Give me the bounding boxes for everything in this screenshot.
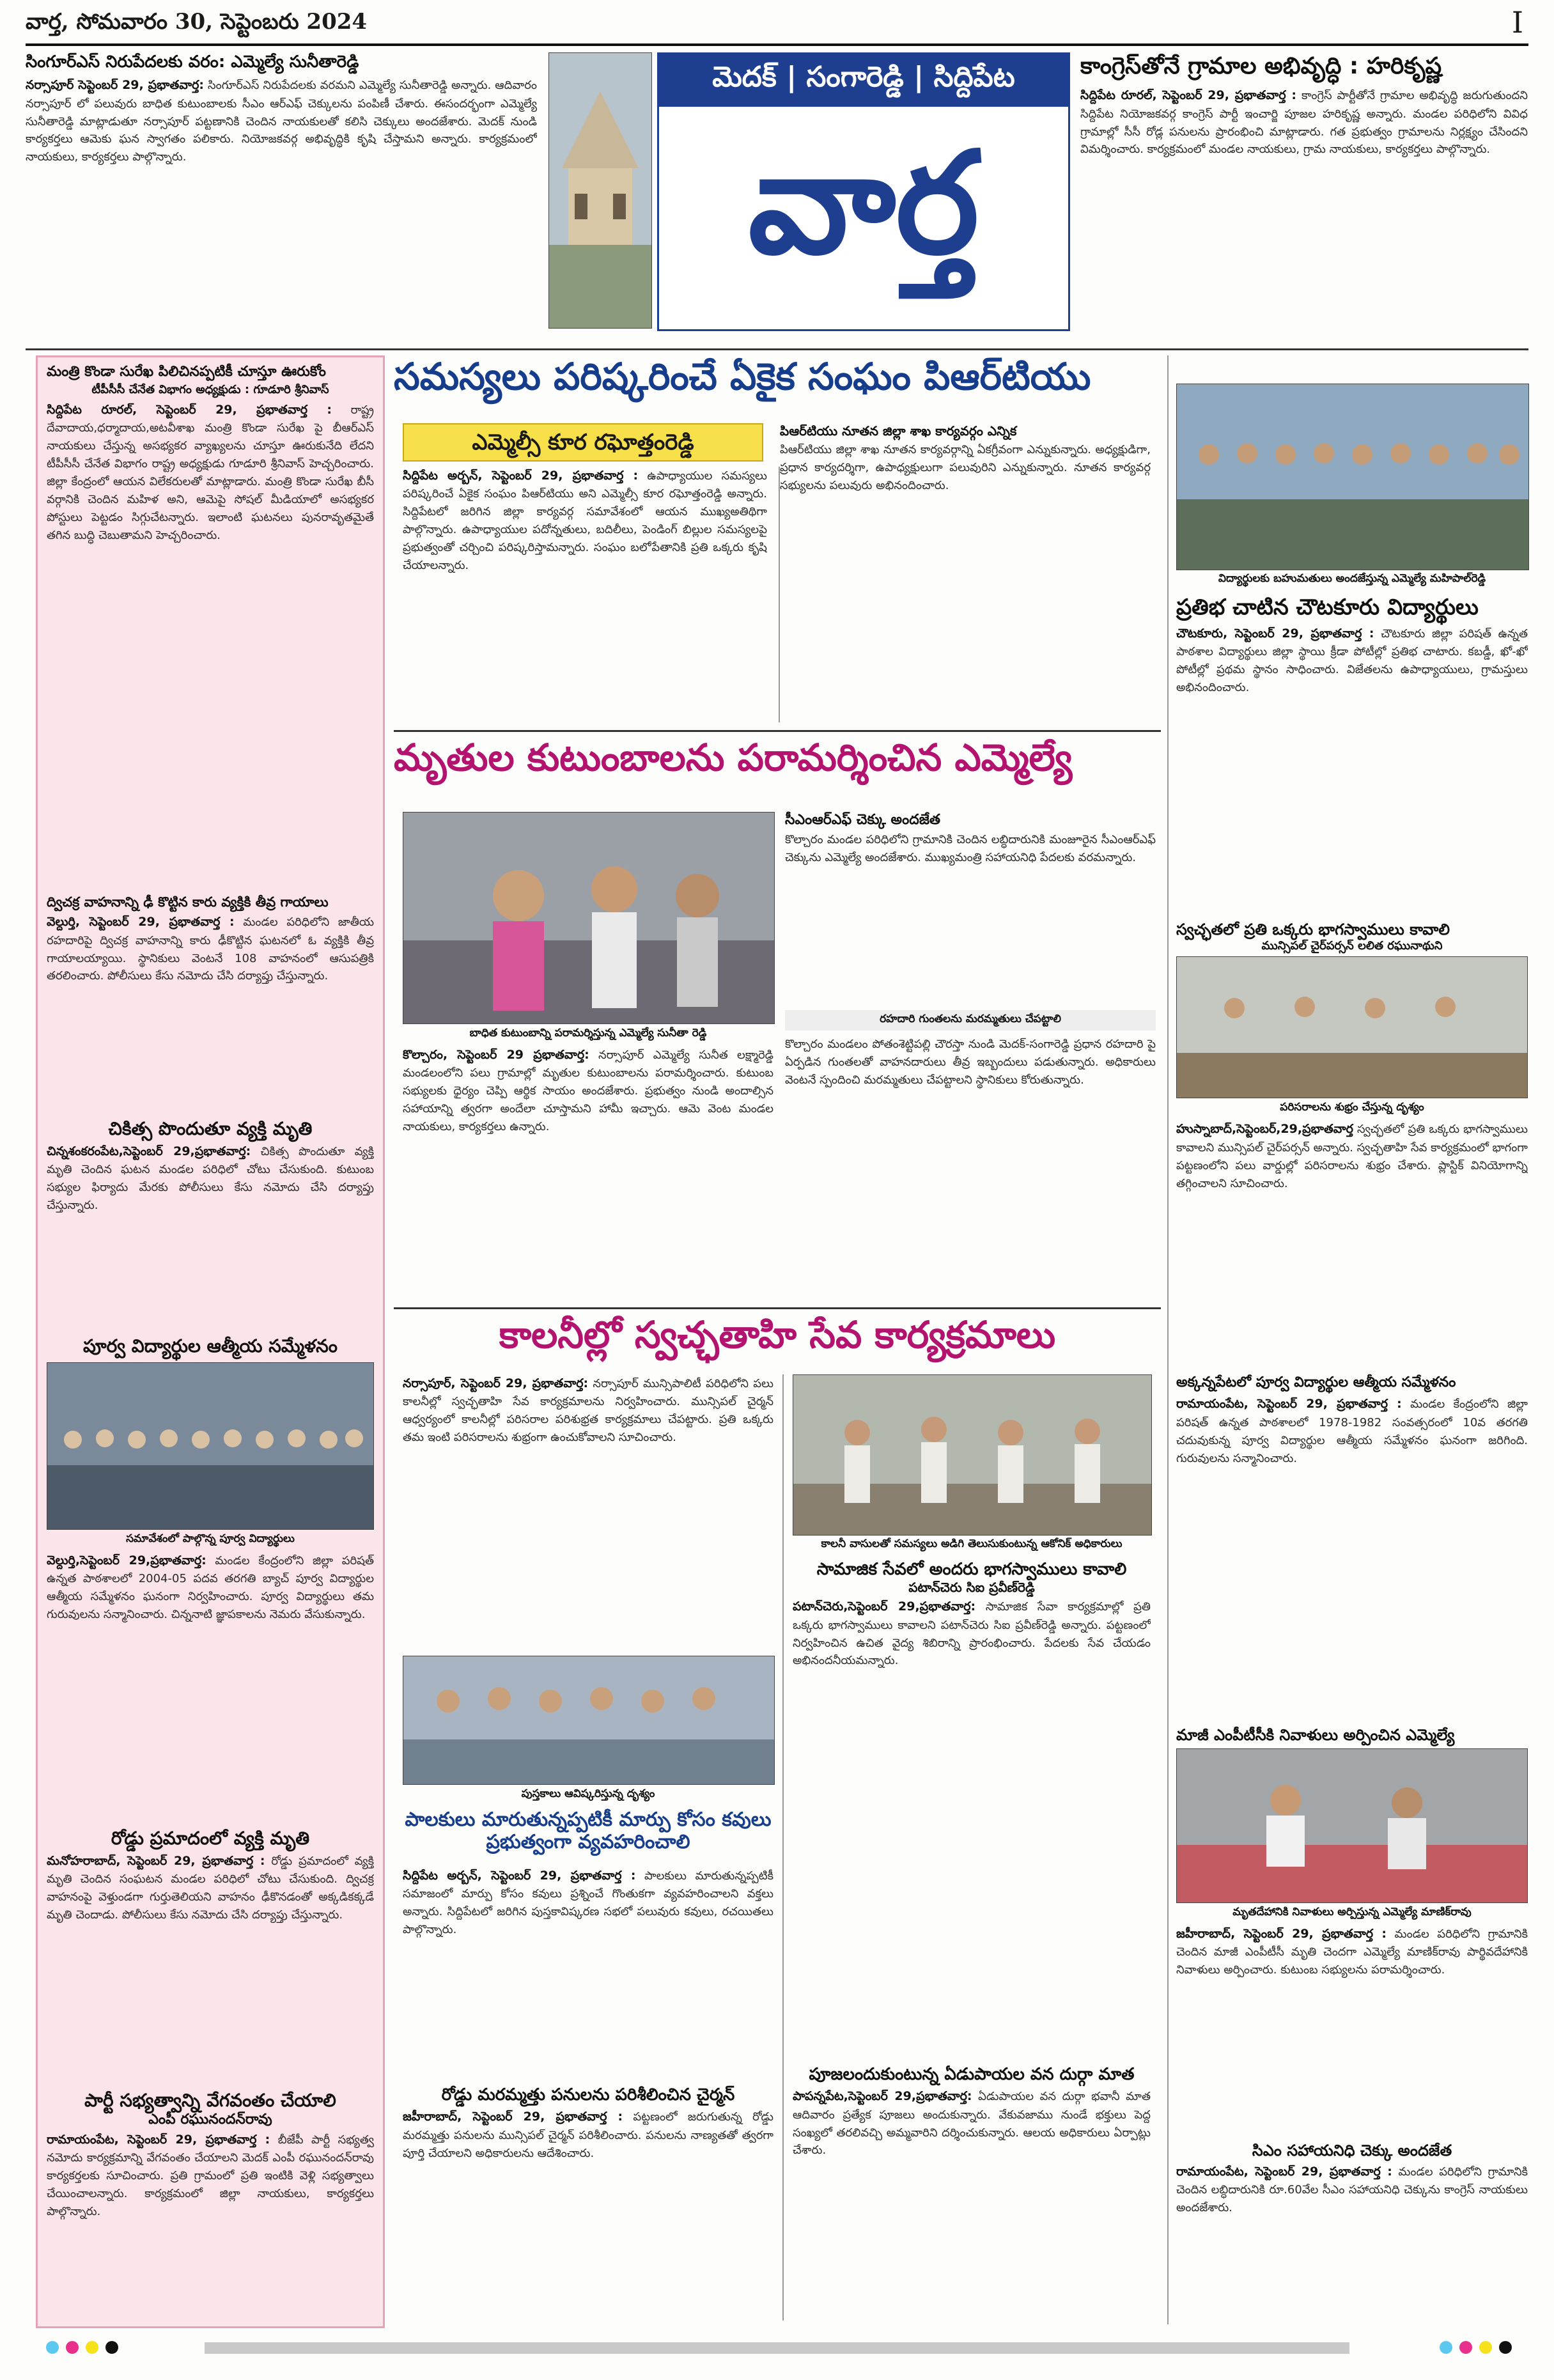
body-text: నర్సాపూర్ ఎమ్మెల్యే సునీత లక్ష్మారెడ్డి మండలంలోని పలు గ్రామాల్లో మృతుల కుటుంబాలను పరామర్శించారు. కుటుంబ సభ్యులకు ధైర్యం చెప్పి ఆర్థిక సాయం అందజేశారు. ప్రభుత్వం నుండి అందాల్సిన సహాయాన్ని త్వరగా అందేలా చూస్తామని హామీ ఇచ్చారు. ఆమె వెంట మండల నాయకులు, కార్యకర్తలు ఉన్నారు. (403, 1048, 773, 1134)
poets-body (403, 1867, 773, 2078)
dateline: వెల్దుర్తి, సెప్టెంబర్ 29, ప్రభాతవార్త : (47, 915, 235, 929)
dateline: జహీరాబాద్, సెప్టెంబర్ 29, ప్రభాతవార్త : (1176, 1926, 1387, 1941)
cleanliness-story (1176, 921, 1528, 1368)
story-body (403, 1374, 773, 1649)
masthead-date-line: వార్త, సోమవారం 30, సెప్టెంబరు 2024 (26, 9, 368, 35)
reg-dot (1479, 2341, 1492, 2354)
issue-date: సోమవారం 30, సెప్టెంబరు 2024 (76, 9, 368, 35)
reg-dot (1440, 2341, 1452, 2354)
akkannapet-alumni-story (1176, 1374, 1528, 1720)
body-text: పాలకులు మారుతున్నప్పటికీ సమాజంలో మార్పు కోసం కవులు ప్రశ్నించే గొంతుకగా వ్యవహరించాలని వక్తలు అన్నారు. సిద్దిపేటలో జరిగిన పుస్తకావిష్కరణ సభలో పలువురు కవులు, రచయితలు పాల్గొన్నారు. (403, 1869, 773, 1937)
headline: మంత్రి కొండా సురేఖ పిలిచినప్పటికీ చూస్తూ ఊరుకోం (47, 364, 326, 380)
subhead: మున్సిపల్ చైర్‌పర్సన్ లలిత రఘునాథుని (1261, 938, 1443, 953)
temple-photo (548, 52, 652, 329)
story-accident (47, 894, 374, 1112)
dateline: కొల్చారం, సెప్టెంబర్ 29 ప్రభాతవార్త: (403, 1048, 589, 1062)
story-body (403, 467, 767, 722)
headline: అక్కన్నపేటలో పూర్వ విద్యార్థుల ఆత్మీయ సమ్మేళనం (1176, 1374, 1456, 1390)
headline: పార్టీ సభ్యత్వాన్ని వేగవంతం చేయాలి (84, 2090, 336, 2111)
photo-caption: మృతదేహానికి నివాళులు అర్పిస్తున్న ఎమ్మెల్యే మాణిక్‌రావు (1232, 1905, 1472, 1918)
headline: కాంగ్రెస్‌తోనే గ్రామాల అభివృద్ధి : హరికృష్ణ (1080, 53, 1442, 79)
swachhata-body (403, 1374, 773, 1649)
column-rule (1167, 355, 1169, 2324)
story-body (26, 76, 537, 332)
body-text: కాంగ్రెస్ పార్టీతోనే గ్రామాల అభివృద్ధి జరుగుతుందని సిద్దిపేట నియోజకవర్గ కాంగ్రెస్ పార్టీ ఇంచార్జి పూజల హరికృష్ణ అన్నారు. మండల పరిధిలోని వివిధ గ్రామాల్లో సీసీ రోడ్ల పనులను ప్రారంభించి మాట్లాడారు. గత ప్రభుత్వం గ్రామాలను నిర్లక్ష్యం చేసిందని విమర్శించారు. కార్యక్రమంలో మండల నాయకులు, గ్రామ నాయకులు, కార్యకర్తలు పాల్గొన్నారు. (1080, 89, 1528, 157)
headline: ప్రతిభ చాటిన చౌటకూరు విద్యార్థులు (1176, 595, 1479, 620)
dateline: సిద్దిపేట రూరల్, సెప్టెంబర్ 29, ప్రభాతవార్త : (47, 402, 332, 417)
headline: సీఎంఆర్‌ఎఫ్ చెక్కు అందజేత (785, 812, 941, 828)
body-text: కొల్చారం మండల పరిధిలోని గ్రామానికి చెందిన లబ్ధిదారునికి మంజూరైన సీఎంఆర్‌ఎఫ్ చెక్కును ఎమ్మెల్యే అందజేశారు. ముఖ్యమంత్రి సహాయనిధి పేదలకు వరమన్నారు. (785, 833, 1156, 865)
dateline: హుస్నాబాద్,సెప్టెంబర్,29,ప్రభాతవార్త (1176, 1122, 1353, 1137)
story-body (403, 2108, 773, 2312)
story-body (1176, 1395, 1528, 1708)
column-rule (782, 1374, 784, 2321)
masthead-rule (26, 43, 1528, 46)
headline: సామాజిక సేవలో అందరు భాగస్వాములు కావాలి (816, 1560, 1127, 1579)
section-rule (26, 348, 1528, 350)
story-body (47, 1142, 374, 1315)
column-rule (779, 467, 780, 722)
dateline: సిద్దిపేట రూరల్, సెప్టెంబర్ 29, ప్రభాతవార్త : (1080, 88, 1297, 103)
story-body (403, 1867, 773, 2078)
color-registration-right (1440, 2341, 1516, 2356)
condolence-photo (403, 812, 775, 1024)
body-text: మండల పరిధిలోని గ్రామానికి చెందిన లబ్ధిదారునికి రూ.60వేల సీఎం సహాయనిధి చెక్కును కాంగ్రెస్ నాయకులు అందజేశారు. (1176, 2165, 1528, 2215)
lead-story (394, 355, 1161, 398)
students-caption: విద్యార్థులకు బహుమతులు అందజేస్తున్న ఎమ్మెల్యే మహిపాల్‌రెడ్డి (1218, 572, 1486, 585)
lead-body-col1 (403, 467, 767, 722)
headline: చికిత్స పొందుతూ వ్యక్తి మృతి (108, 1118, 313, 1139)
story-body (47, 401, 374, 861)
dateline: సిద్దిపేట అర్బన్, సెప్టెంబర్ 29, ప్రభాతవార్త : (403, 1869, 636, 1883)
dateline: సిద్దిపేట అర్బన్, సెప్టెంబర్ 29, ప్రభాతవార్త : (403, 469, 639, 483)
story-alumni (47, 1335, 374, 1821)
chowtakur-story (1176, 595, 1528, 914)
dateline: చిన్నశంకరంపేట,సెప్టెంబర్ 29,ప్రభాతవార్త: (47, 1144, 251, 1158)
condolence-headline: మృతుల కుటుంబాలను పరామర్శించిన ఎమ్మెల్యే (394, 736, 1073, 779)
section-rule (394, 730, 1161, 732)
body-text: చౌటకూరు జిల్లా పరిషత్ ఉన్నత పాఠశాల విద్యార్థులు జిల్లా స్థాయి క్రీడా పోటీల్లో ప్రతిభ చాటారు. కబడ్డీ, ఖో-ఖో పోటీల్లో ప్రథమ స్థానం సాధించారు. విజేతలను ఉపాధ్యాయులు, గ్రామస్తులు అభినందించారు. (1176, 626, 1528, 695)
reg-dot (46, 2341, 59, 2354)
top-right-story (1080, 52, 1528, 346)
lead-body-col2 (780, 423, 1151, 722)
body-text: మండల కేంద్రంలోని జిల్లా పరిషత్ ఉన్నత పాఠశాలలో 1978-1982 సంవత్సరంలో 10వ తరగతి చదువుకున్న పూర్వ విద్యార్థుల ఆత్మీయ సమ్మేళనం ఘనంగా జరిగింది. గురువులను సన్మానించారు. (1176, 1397, 1528, 1465)
story-body (793, 1598, 1151, 1853)
photo-caption: పరిసరాలను శుభ్రం చేస్తున్న దృశ్యం (1280, 1101, 1424, 1114)
reg-dot (1459, 2341, 1472, 2354)
body-text: సామాజిక సేవా కార్యక్రమాల్లో ప్రతి ఒక్కరు భాగస్వాములు కావాలని పటాన్‌చెరు సిఐ ప్రవీణ్‌రెడ్డి అన్నారు. పట్టణంలో నిర్వహించిన ఉచిత వైద్య శిబిరాన్ని ప్రారంభించారు. పేదలకు సేవ చేయడం అభినందనీయమన్నారు. (793, 1600, 1151, 1668)
tribute-photo (1176, 1748, 1528, 1903)
reg-dot (105, 2341, 118, 2354)
body-text: ఉపాధ్యాయుల సమస్యలు పరిష్కరించే ఏకైక సంఘం పిఆర్‌టియు అని ఎమ్మెల్సీ కూర రఘోత్తంరెడ్డి అన్నారు. సిద్దిపేటలో జరిగిన జిల్లా కార్యవర్గ సమావేశంలో ఆయన ముఖ్యఅతిథిగా పాల్గొన్నారు. ఉపాధ్యాయుల పదోన్నతులు, బదిలీలు, పెండింగ్ బిల్లుల సమస్యలపై ప్రభుత్వంతో చర్చించి పరిష్కరిస్తామన్నారు. సంఘం బలోపేతానికి ప్రతి ఒక్కరు కృషి చేయాలన్నారు. (403, 469, 767, 572)
cmrf-story (785, 812, 1156, 1004)
body-text: మండల పరిధిలోని గ్రామానికి చెందిన మాజీ ఎంపీటీసీ మృతి చెందగా ఎమ్మెల్యే మాణిక్‌రావు పార్థివదేహానికి నివాళులు అర్పించారు. కుటుంబ సభ్యులను పరామర్శించారు. (1176, 1927, 1528, 1977)
story-body (793, 2087, 1151, 2311)
swachhata-headline: కాలనీల్లో స్వచ్ఛతాహి సేవ కార్యక్రమాలు (499, 1313, 1056, 1357)
dateline: రామాయంపేట, సెప్టెంబర్ 29, ప్రభాతవార్త : (1176, 2164, 1392, 2179)
cleanliness-photo (1176, 956, 1528, 1098)
headline: సింగూర్‌ఎస్ నిరుపేదలకు వరం: ఎమ్మెల్యే సునీతారెడ్డి (26, 52, 359, 72)
colony-photo (793, 1374, 1152, 1536)
lead-banner: ఎమ్మెల్సీ కూర రఘోత్తంరెడ్డి (403, 423, 763, 462)
body-text: పిఆర్‌టియు జిల్లా శాఖ నూతన కార్యవర్గాన్ని ఏకగ్రీవంగా ఎన్నుకున్నారు. అధ్యక్షుడిగా, ప్రధాన కార్యదర్శిగా, ఉపాధ్యక్షులుగా పలువురిని ఎన్నుకున్నారు. నూతన కార్యవర్గ సభ్యులను పలువురు అభినందించారు. (780, 443, 1151, 492)
body-text: మండల కేంద్రంలోని జిల్లా పరిషత్ ఉన్నత పాఠశాలలో 2004-05 పదవ తరగతి బ్యాచ్ పూర్వ విద్యార్థుల ఆత్మీయ సమ్మేళనం ఘనంగా నిర్వహించారు. పూర్వ విద్యార్థులు తమ గురువులను సన్మానించారు. చిన్ననాటి జ్ఞాపకాలను నెమరు వేసుకున్నారు. (47, 1553, 374, 1621)
headline: ద్విచక్ర వాహనాన్ని ఢీ కొట్టిన కారు వ్యక్తికి తీవ్ర గాయాలు (47, 894, 329, 910)
body-text: కొల్చారం మండలం పోతంశెట్టిపల్లి చౌరస్తా నుండి మెదక్-సంగారెడ్డి ప్రధాన రహదారి పై ఏర్పడిన గుంతలతో వాహనదారులు తీవ్ర ఇబ్బందులు పడుతున్నారు. అధికారులు వెంటనే స్పందించి మరమ్మతులు చేపట్టాలని స్థానికులు కోరుతున్నారు. (785, 1038, 1156, 1087)
colony-caption: కాలనీ వాసులతో సమస్యలు అడిగి తెలుసుకుంటున్న ఆకోనిక్ అధికారులు (821, 1537, 1123, 1550)
condolence-caption: బాధిత కుటుంబాన్ని పరామర్శిస్తున్న ఎమ్మెల్యే సునీతా రెడ్డి (469, 1027, 707, 1039)
story-body (47, 913, 374, 1092)
story-body (47, 1852, 374, 2069)
body-text: బీజేపీ పార్టీ సభ్యత్వ నమోదు కార్యక్రమాన్ని వేగవంతం చేయాలని మెదక్ ఎంపీ రఘునందన్‌రావు కార్యకర్తలకు సూచించారు. ప్రతి గ్రామంలో ప్రతి ఇంటికి వెళ్లి సభ్యత్వాలు చేయించాలన్నారు. కార్యక్రమంలో జిల్లా నాయకులు, కార్యకర్తలు పాల్గొన్నారు. (47, 2133, 374, 2219)
subhead: పటాన్‌చెరు సిఐ ప్రవీణ్‌రెడ్డి (908, 1580, 1035, 1596)
cmrf-right-story (1176, 2142, 1528, 2321)
logo-regions: మెదక్ | సంగారెడ్డి | సిద్దిపేట (659, 54, 1068, 107)
durga-story (793, 2065, 1151, 2321)
headline: మాజీ ఎంపీటీసీకి నివాళులు అర్పించిన ఎమ్మెల్యే (1176, 1726, 1455, 1744)
body-text: స్వచ్ఛతలో ప్రతి ఒక్కరు భాగస్వాములు కావాలని మున్సిపల్ చైర్‌పర్సన్ అన్నారు. స్వచ్ఛతాహి సేవ కార్యక్రమంలో భాగంగా పట్టణంలోని పలు వార్డుల్లో పరిసరాలను శుభ్రం చేశారు. ప్లాస్టిక్ వినియోగాన్ని తగ్గించాలని సూచించారు. (1176, 1123, 1528, 1190)
story-body (403, 1046, 773, 1302)
story-body (1176, 625, 1528, 899)
footer-bar (205, 2342, 1349, 2354)
tribute-story (1176, 1726, 1528, 2135)
paper-name: వార్త (26, 9, 61, 35)
condolence-body (403, 1046, 773, 1302)
logo-block (657, 52, 1070, 331)
headline: రోడ్డు ప్రమాదంలో వ్యక్తి మృతి (111, 1828, 310, 1849)
subhead: పిఆర్‌టియు నూతన జిల్లా శాఖ కార్యవర్గం ఎన్నిక (780, 423, 1017, 439)
body-text: పట్టణంలో జరుగుతున్న రోడ్డు మరమ్మత్తు పనులను మున్సిపల్ చైర్మన్ పరిశీలించారు. పనులను నాణ్యతతో త్వరగా పూర్తి చేయాలని అధికారులను ఆదేశించారు. (403, 2110, 773, 2160)
book-release-caption: పుస్తకాలు ఆవిష్కరిస్తున్న దృశ్యం (521, 1787, 655, 1800)
road-caption: రహదారి గుంతలను మరమ్మతులు చేపట్టాలి (785, 1010, 1156, 1031)
story-body (1176, 1120, 1528, 1337)
top-left-story (26, 52, 537, 346)
story-body (47, 1552, 374, 1807)
dateline: పాపన్నపేట,సెప్టెంబర్ 29,ప్రభాతవార్త: (793, 2089, 972, 2104)
subhead: ఎంపీ రఘునందన్‌రావు (148, 2111, 272, 2127)
headline: సిఎం సహాయనిధి చెక్కు అందజేత (1252, 2142, 1452, 2159)
story-body (1176, 2163, 1528, 2310)
dateline: జహీరాబాద్, సెప్టెంబర్ 29, ప్రభాతవార్త : (403, 2110, 623, 2124)
color-registration-left (46, 2341, 122, 2356)
students-photo (1176, 384, 1529, 570)
story-body (1176, 1925, 1528, 2117)
subhead: టీపీసీసీ చేనేత విభాగం అధ్యక్షుడు : గూడూరి శ్రీనివాస్ (91, 383, 329, 397)
headline: పూర్వ విద్యార్థుల ఆత్మీయ సమ్మేళనం (82, 1335, 338, 1357)
poets-headline: పాలకులు మారుతున్నప్పటికీ మార్పు కోసం కవులు ప్రభుత్వంగా వ్యవహరించాలి (405, 1808, 772, 1853)
body-text: మండల పరిధిలోని జాతీయ రహదారిపై ద్విచక్ర వాహనాన్ని కారు ఢీకొట్టిన ఘటనలో ఓ వ్యక్తికి తీవ్ర గాయాలయ్యాయి. స్థానికులు వెంటనే 108 వాహనంలో ఆసుపత్రికి తరలించారు. పోలీసులు కేసు నమోదు చేసి దర్యాప్తు చేస్తున్నారు. (47, 915, 374, 983)
reg-dot (66, 2341, 79, 2354)
lead-headline: సమస్యలు పరిష్కరించే ఏకైక సంఘం పిఆర్‌టియు (394, 355, 1091, 398)
road-story (785, 1036, 1156, 1304)
left-sidebar (36, 355, 385, 2328)
logo-wordmark: వార్త (748, 120, 979, 285)
dateline: నర్సాపూర్, సెప్టెంబర్ 29, ప్రభాతవార్త: (403, 1376, 589, 1390)
social-service-story (793, 1560, 1151, 1867)
body-text: సింగూర్‌ఎస్ నిరుపేదలకు వరమని ఎమ్మెల్యే సునీతారెడ్డి అన్నారు. ఆదివారం నర్సాపూర్ లో పలువురు బాధిత కుటుంబాలకు సీఎం ఆర్‌ఎఫ్ చెక్కులను పంపిణీ చేశారు. ఈసందర్భంగా ఎమ్మెల్యే సునీతారెడ్డి మాట్లాడుతూ నర్సాపూర్ పట్టణానికి చెందిన నాయకులతో కలిసి చెక్కులు అందజేశారు. మెదక్ నుండి కార్యకర్తలు ఆమెకు ఘన స్వాగతం పలికారు. నియోజకవర్గ అభివృద్ధికి కృషి చేస్తామని అన్నారు. కార్యక్రమంలో నాయకులు, కార్యకర్తలు పాల్గొన్నారు. (26, 79, 537, 164)
alumni-photo (47, 1362, 374, 1530)
book-release-photo (403, 1656, 775, 1785)
body-text: నర్సాపూర్ మున్సిపాలిటీ పరిధిలోని పలు కాలనీల్లో స్వచ్ఛతాహి సేవ కార్యక్రమాలను నిర్వహించారు. మున్సిపల్ చైర్మన్ ఆధ్వర్యంలో కాలనీల్లో పరిసరాల పరిశుభ్రత కార్యక్రమాలు చేపట్టారు. ప్రతి ఒక్కరు తమ ఇంటి పరిసరాలను శుభ్రంగా ఉంచుకోవాలని సూచించారు. (403, 1377, 773, 1445)
dateline: నర్సాపూర్ సెప్టెంబర్ 29, ప్రభాతవార్త: (26, 78, 205, 93)
body-text: రోడ్డు ప్రమాదంలో వ్యక్తి మృతి చెందిన సంఘటన మండల పరిధిలో చోటు చేసుకుంది. ద్విచక్ర వాహనంపై వెళ్తుండగా గుర్తుతెలియని వాహనం ఢీకొనడంతో అక్కడికక్కడే మృతి చెందాడు. పోలీసులు కేసు నమోదు చేసి దర్యాప్తు చేస్తున్నారు. (47, 1854, 374, 1922)
headline: రోడ్డు మరమ్మత్తు పనులను పరిశీలించిన చైర్మన్ (441, 2085, 735, 2104)
story-body (1080, 86, 1528, 329)
body-text: చికిత్స పొందుతూ వ్యక్తి మృతి చెందిన ఘటన మండల పరిధిలో చోటు చేసుకుంది. కుటుంబ సభ్యుల ఫిర్యాదు మేరకు పోలీసులు కేసు నమోదు చేసి దర్యాప్తు చేస్తున్నారు. (47, 1144, 374, 1212)
story-road-accident (47, 1828, 374, 2083)
body-text: రాష్ట్ర దేవాదాయ,ధర్మాదాయ,అటవీశాఖ మంత్రి కొండా సురేఖ పై బీఆర్‌ఎస్ నాయకులు చేస్తున్న అసభ్యకర వ్యాఖ్యలను చూస్తూ ఊరుకునేది లేదని టీపీసీసీ చేనేత విభాగం రాష్ట్ర అధ్యక్షుడు గూడూరి శ్రీనివాస్ హెచ్చరించారు. జిల్లా కేంద్రంలో ఆయన విలేకరులతో మాట్లాడారు. మంత్రి కొండా సురేఖ బీసీ వర్గానికి చెందిన మహిళ అని, ఆమెపై సోషల్ మీడియాలో అసభ్యకర పోస్టులు పెట్టడం సిగ్గుచేటన్నారు. ఇలాంటి ఘటనలు పునరావృతమైతే తగిన బుద్ధి చెబుతామని హెచ్చరించారు. (47, 403, 374, 542)
reg-dot (86, 2341, 98, 2354)
photo-caption: సమావేశంలో పాల్గొన్న పూర్వ విద్యార్థులు (126, 1532, 295, 1545)
dateline: పటాన్‌చెరు,సెప్టెంబర్ 29,ప్రభాతవార్త: (793, 1599, 976, 1614)
dateline: వెల్దుర్తి,సెప్టెంబర్ 29,ప్రభాతవార్త: (47, 1553, 206, 1567)
section-rule (394, 1307, 1161, 1309)
dateline: చౌటకూరు, సెప్టెంబర్ 29, ప్రభాతవార్త : (1176, 626, 1374, 641)
headline: స్వచ్ఛతలో ప్రతి ఒక్కరు భాగస్వాములు కావాలి (1176, 921, 1450, 938)
road-repair-story (403, 2085, 773, 2322)
dateline: మనోహరాబాద్, సెప్టెంబర్ 29, ప్రభాతవార్త : (47, 1853, 265, 1868)
headline: పూజలందుకుంటున్న ఏడుపాయల వన దుర్గా మాత (809, 2065, 1135, 2084)
body-text: ఏడుపాయల వన దుర్గా భవానీ మాత ఆదివారం ప్రత్యేక పూజలు అందుకున్నారు. వేకువజాము నుండే భక్తులు పెద్ద సంఖ్యలో తరలివచ్చి అమ్మవారిని దర్శించుకున్నారు. ఆలయ అధికారులు ఏర్పాట్లు చేశారు. (793, 2090, 1151, 2158)
reg-dot (1499, 2341, 1512, 2354)
dateline: రామాయంపేట, సెప్టెంబర్ 29, ప్రభాతవార్త : (1176, 1397, 1402, 1412)
page-number: I (1511, 5, 1523, 40)
story-party-membership (47, 2090, 374, 2320)
story-minister (47, 364, 374, 888)
dateline: రామాయంపేట, సెప్టెంబర్ 29, ప్రభాతవార్త : (47, 2132, 270, 2147)
story-treatment-death (47, 1118, 374, 1329)
story-body (47, 2131, 374, 2303)
